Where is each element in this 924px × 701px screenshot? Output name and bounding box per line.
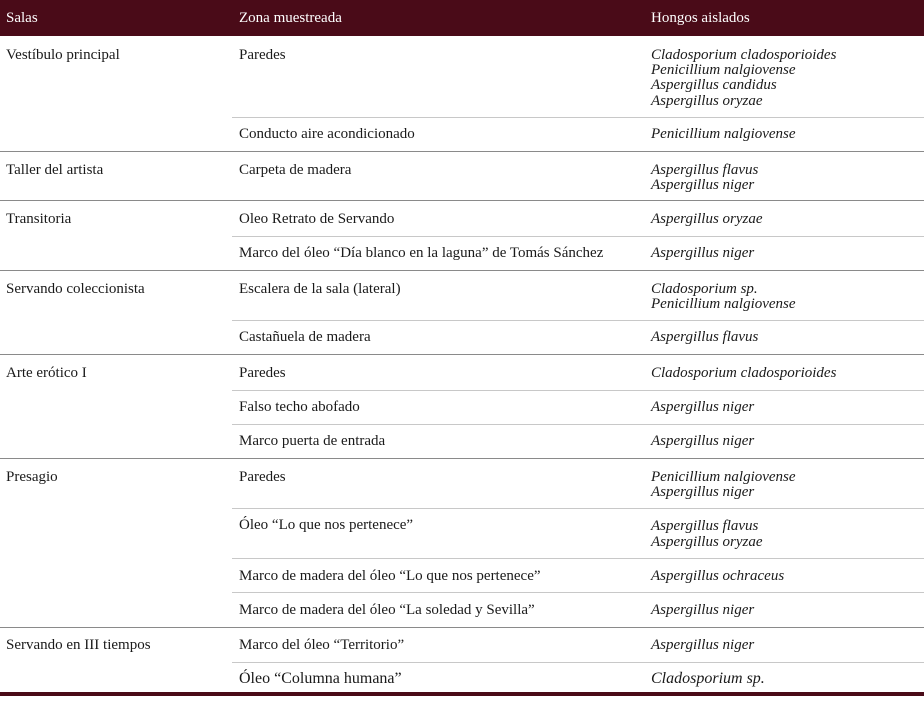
fungus-name: Penicillium nalgiovense (651, 126, 796, 142)
fungus-name: Aspergillus niger (651, 245, 755, 261)
group-divider (0, 354, 924, 355)
row-divider (232, 592, 924, 593)
zona-cell: Falso techo abofado (239, 399, 360, 415)
row-divider (232, 117, 924, 118)
fungus-name: Aspergillus oryzae (651, 534, 763, 550)
fungus-name: Cladosporium sp. (651, 670, 765, 687)
row-divider (232, 320, 924, 321)
group-divider (0, 458, 924, 459)
zona-cell: Paredes (239, 469, 286, 485)
fungus-name: Aspergillus oryzae (651, 211, 763, 227)
group-divider (0, 200, 924, 201)
fungus-name: Aspergillus flavus (651, 329, 759, 345)
fungus-name: Aspergillus ochraceus (651, 568, 785, 584)
fungus-name: Penicillium nalgiovense (651, 62, 796, 78)
fungus-name: Cladosporium cladosporioides (651, 47, 837, 63)
group-divider (0, 270, 924, 271)
header-salas: Salas (6, 10, 38, 26)
sala-presagio: Presagio (6, 469, 58, 485)
fungus-name: Aspergillus oryzae (651, 93, 763, 109)
fungus-name: Cladosporium cladosporioides (651, 365, 837, 381)
zona-cell: Castañuela de madera (239, 329, 371, 345)
fungus-name: Aspergillus niger (651, 399, 755, 415)
table-header (0, 0, 924, 36)
zona-cell: Óleo “Columna humana” (239, 670, 402, 687)
row-divider (232, 236, 924, 237)
zona-cell: Oleo Retrato de Servando (239, 211, 395, 227)
fungus-name: Aspergillus niger (651, 602, 755, 618)
sala-vestibulo-principal: Vestíbulo principal (6, 47, 120, 63)
fungus-name: Aspergillus niger (651, 637, 755, 653)
row-divider (232, 662, 924, 663)
zona-cell: Escalera de la sala (lateral) (239, 281, 401, 297)
zona-cell: Marco del óleo “Día blanco en la laguna” de Tomás Sánchez (239, 245, 604, 261)
fungus-name: Penicillium nalgiovense (651, 469, 796, 485)
row-divider (232, 558, 924, 559)
zona-cell: Carpeta de madera (239, 162, 352, 178)
fungus-name: Cladosporium sp. (651, 281, 758, 297)
row-divider (232, 508, 924, 509)
zona-cell: Marco del óleo “Territorio” (239, 637, 405, 653)
fungus-name: Aspergillus niger (651, 433, 755, 449)
group-divider (0, 151, 924, 152)
fungus-name: Penicillium nalgiovense (651, 296, 796, 312)
row-divider (232, 390, 924, 391)
zona-cell: Paredes (239, 47, 286, 63)
table-bottom-rule (0, 692, 924, 696)
group-divider (0, 627, 924, 628)
row-divider (232, 424, 924, 425)
sala-taller-del-artista: Taller del artista (6, 162, 104, 178)
zona-cell: Marco puerta de entrada (239, 433, 386, 449)
sala-transitoria: Transitoria (6, 211, 72, 227)
zona-cell: Marco de madera del óleo “La soledad y Sevilla” (239, 602, 535, 618)
header-hongos-aislados: Hongos aislados (651, 10, 750, 26)
zona-cell: Conducto aire acondicionado (239, 126, 415, 142)
zona-cell: Óleo “Lo que nos pertenece” (239, 517, 414, 533)
sala-servando-en-iii-tiempos: Servando en III tiempos (6, 637, 151, 653)
header-zona-muestreada: Zona muestreada (239, 10, 342, 26)
sala-arte-erotico-i: Arte erótico I (6, 365, 87, 381)
fungus-name: Aspergillus niger (651, 177, 755, 193)
zona-cell: Marco de madera del óleo “Lo que nos pertenece” (239, 568, 541, 584)
sala-servando-coleccionista: Servando coleccionista (6, 281, 145, 297)
fungus-name: Aspergillus flavus (651, 518, 759, 534)
fungus-name: Aspergillus niger (651, 484, 755, 500)
fungus-name: Aspergillus candidus (651, 77, 777, 93)
fungus-name: Aspergillus flavus (651, 162, 759, 178)
zona-cell: Paredes (239, 365, 286, 381)
